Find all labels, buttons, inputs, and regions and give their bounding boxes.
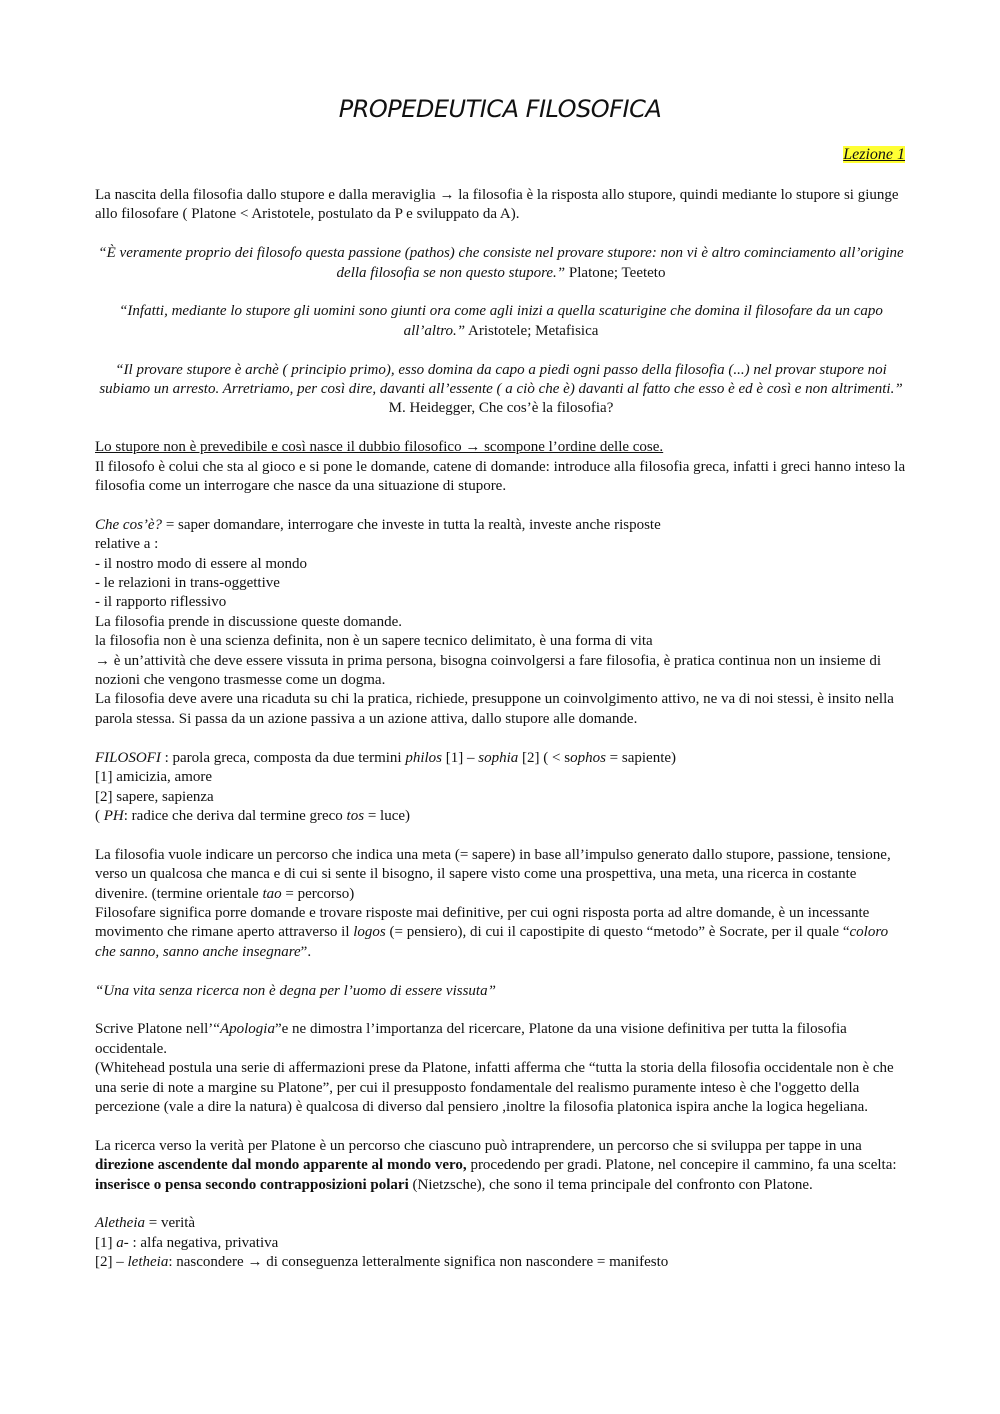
etymology-item: [2] sapere, sapienza: [95, 788, 214, 805]
aletheia-item-2: [2] – letheia: nascondere → di conseguenza letteralmente significa non nascondere = manifesto: [95, 1254, 669, 1271]
doubt-heading: Lo stupore non è prevedibile e così nasce il dubbio filosofico → scompone l’ordine delle cose.: [95, 439, 664, 456]
list-item: - il nostro modo di essere al mondo: [95, 555, 308, 572]
lesson-label: [843, 146, 905, 164]
intro-paragraph: La nascita della filosofia dallo stupore e dalla meraviglia → la filosofia è la risposta allo stupore, quindi mediante lo stupore si giunge allo filosofare ( Platone < Aristotele, postulato da P e sviluppato da A).: [95, 187, 899, 223]
etymology-line: FILOSOFI : parola greca, composta da due termini philos [1] – sophia [2] ( < sophos = sapiente): [95, 749, 677, 766]
ph-line: ( PH: radice che deriva dal termine greco tos = luce): [95, 807, 410, 824]
quote-plato: “È veramente proprio dei filosofo questa passione (pathos) che consiste nel provare stupore: non vi è altro cominciamento all’origine della filosofia se non questo stupore.” Platone; Teeteto: [98, 245, 904, 281]
impact-paragraph: La filosofia deve avere una ricaduta su chi la pratica, richiede, presuppone un coinvolgimento attivo, ne va di noi stessi, è insito nella parola stessa. Si passa da un azione passiva a un azione attiva, dallo stupore alle domande.: [95, 691, 894, 727]
socrates-quote: “Una vita senza ricerca non è degna per l’uomo di essere vissuta”: [95, 982, 496, 999]
activity-paragraph: → è un’attività che deve essere vissuta in prima persona, bisogna coinvolgersi a fare filosofia, è pratica continua non un insieme di nozioni che vengono trasmesse come un dogma.: [95, 652, 881, 689]
list-item: - le relazioni in trans-oggettive: [95, 575, 280, 592]
page-title: PROPEDEUTICA FILOSOFICA: [338, 95, 662, 123]
not-science-line: la filosofia non è una scienza definita, non è un sapere tecnico delimitato, è una forma di vita: [95, 633, 653, 650]
lesson-highlight: Lezione 1: [843, 146, 905, 163]
apology-paragraph: Scrive Platone nell’“Apologia”e ne dimostra l’importanza del ricercare, Platone da una visione definitiva per tutta la filosofia occidentale.: [95, 1021, 847, 1057]
document-body: [95, 186, 907, 1273]
list-item: - il rapporto riflessivo: [95, 594, 227, 611]
aletheia-line: Aletheia = verità: [95, 1215, 196, 1232]
discussion-line: La filosofia prende in discussione queste domande.: [95, 613, 403, 630]
truth-paragraph: La ricerca verso la verità per Platone è un percorso che ciascuno può intraprendere, un percorso che si sviluppa per tappe in una direzione ascendente dal mondo apparente al mondo vero, procedendo per gradi. Platone, nel concepire il cammino, fa una scelta: inserisce o pensa secondo contrapposizioni polari (Nietzsche), che sono il tema principale del confronto con Platone.: [95, 1137, 897, 1193]
philosopher-paragraph: Il filosofo è colui che sta al gioco e si pone le domande, catene di domande: introduce alla filosofia greca, infatti i greci hanno inteso la filosofia come un interrogare che nasce da una situazione di stupore.: [95, 458, 906, 495]
relative-line: relative a :: [95, 536, 159, 553]
path-paragraph: La filosofia vuole indicare un percorso che indica una meta (= sapere) in base all’impulso generato dallo stupore, passione, tensione, verso un qualcosa che manca e di cui si sente il bisogno, il sapere visto come una prospettiva, una meta, una ricerca in costante divenire. (termine orientale tao = percorso): [95, 846, 891, 902]
philosophize-paragraph: Filosofare significa porre domande e trovare risposte mai definitive, per cui ogni risposta porta ad altre domande, è un incessante movimento che rimane aperto attraverso il logos (= pensiero), di cui il capostipite di questo “metodo” è Socrate, per il quale “coloro che sanno, sanno anche insegnare”.: [95, 904, 889, 960]
etymology-item: [1] amicizia, amore: [95, 769, 213, 786]
quote-heidegger: “Il provare stupore è archè ( principio primo), esso domina da capo a piedi ogni passo della filosofia (...) nel provar stupore noi subiamo un arresto. Arretriamo, per così dire, davanti all’essente ( a ciò che è) davanti al fatto che esso è ed è così e non altrimenti.” M. Heidegger, Che cos’è la filosofia?: [99, 361, 903, 417]
whatis-line: Che cos’è? = saper domandare, interrogare che investe in tutta la realtà, investe anche risposte: [95, 516, 661, 533]
whitehead-paragraph: (Whitehead postula una serie di affermazioni prese da Platone, infatti afferma che “tutta la storia della filosofia occidentale non è che una serie di note a margine su Platone”, per cui il presupposto fondamentale del realismo puramente inteso è che l'oggetto della percezione (vale a dire la natura) è qualcosa di diverso dal pensiero ,inoltre la filosofia platonica ispira anche la logica hegeliana.: [95, 1060, 894, 1115]
aletheia-item-1: [1] a- : alfa negativa, privativa: [95, 1234, 279, 1251]
quote-aristotle: “Infatti, mediante lo stupore gli uomini sono giunti ora come agli inizi a quella scaturigine che domina il filosofare da un capo all’altro.” Aristotele; Metafisica: [119, 303, 883, 339]
